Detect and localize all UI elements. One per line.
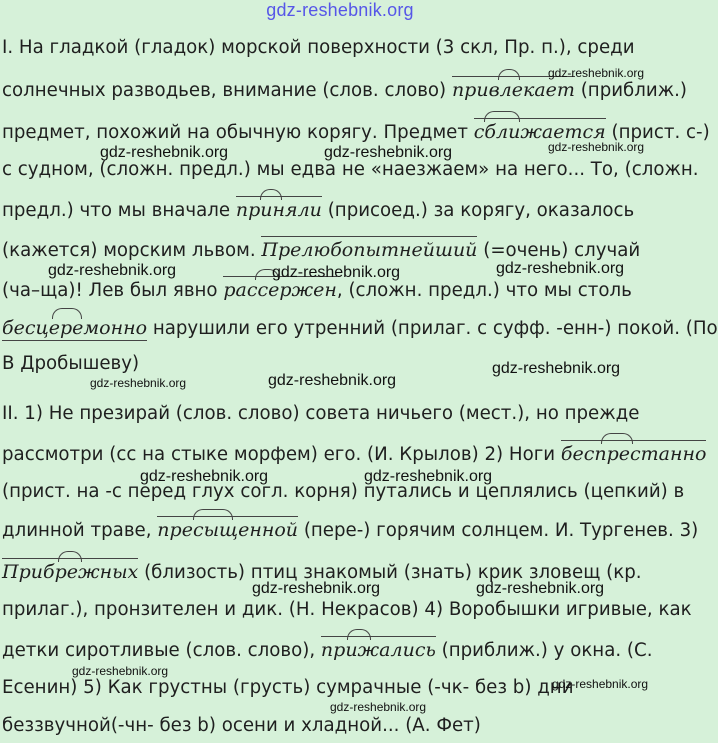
text-line-4: с судном, (сложн. предл.) мы едва не «наезжаем» на него... То, (сложн. [2, 159, 699, 180]
text-segment: (пере-) горячим солнцем. И. Тургенев. 3) [298, 520, 699, 541]
text-line-10: II. 1) Не презирай (слов. слово) совета ничьего (мест.), но прежде [2, 403, 640, 424]
watermark-text: gdz-reshebnik.org [552, 677, 649, 691]
watermark-text: gdz-reshebnik.org [90, 376, 187, 390]
text-line-5 [2, 196, 634, 223]
watermark-text: gdz-reshebnik.org [492, 360, 621, 377]
analyzed-word-rasserzhen: рассержен [223, 276, 337, 302]
text-segment: длинной траве, [2, 520, 158, 541]
watermark-text: gdz-reshebnik.org [140, 468, 269, 485]
text-line-6 [2, 236, 640, 263]
text-line-16 [2, 636, 652, 663]
text-segment: (кажется) морским львом. [2, 240, 262, 261]
watermark-text: gdz-reshebnik.org [100, 144, 229, 161]
analyzed-word-prinyali: приняли [236, 196, 322, 222]
text-segment: (=очень) случай [477, 240, 641, 261]
text-line-11 [2, 440, 706, 467]
watermark-text: gdz-reshebnik.org [324, 144, 453, 161]
analyzed-word-bestseremonno: бесцеремонно [2, 316, 147, 341]
text-segment: (присоед.) за корягу, оказалось [321, 200, 635, 221]
text-line-12: (прист. на -с перед глух согл. корня) путались и цеплялись (цепкий) в [2, 481, 685, 502]
text-line-18: беззвучной(-чн- без b) осени и хладной... (А. Фет) [2, 715, 481, 736]
watermark-text: gdz-reshebnik.org [268, 372, 397, 389]
watermark-text: gdz-reshebnik.org [548, 66, 645, 80]
text-segment: (приближ.) [574, 80, 687, 101]
text-segment: (близость) птиц знакомый (знать) крик зловещ (кр. [138, 562, 642, 583]
text-line-13 [2, 516, 698, 543]
watermark-text: gdz-reshebnik.org [330, 700, 427, 714]
watermark-text: gdz-reshebnik.org [252, 580, 381, 597]
text-segment: нарушили его утренний (прилаг. с суфф. -енн-) покой. (По [147, 318, 718, 339]
analyzed-word-sblizhaetsya: сближается [474, 118, 606, 144]
watermark-text: gdz-reshebnik.org [272, 264, 401, 281]
text-line-1: I. На гладкой (гладок) морской поверхности (3 скл, Пр. п.), среди [2, 37, 635, 58]
text-line-9: В Дробышеву) [2, 353, 140, 374]
text-segment: (приближ.) у окна. (С. [435, 640, 653, 661]
text-segment: солнечных разводьев, внимание (слов. слово) [2, 80, 452, 101]
text-line-17: Есенин) 5) Как грустны (грусть) сумрачные (-чк- без b) дни [2, 677, 574, 698]
analyzed-word-besprestanno: беспрестанно [561, 440, 707, 466]
text-segment: предл.) что мы вначале [2, 200, 236, 221]
text-line-2 [2, 76, 687, 103]
text-segment: (ча–ща)! Лев был явно [2, 280, 224, 301]
watermark-text: gdz-reshebnik.org [476, 580, 605, 597]
watermark-text: gdz-reshebnik.org [496, 260, 625, 277]
text-segment: рассмотри (сс на стыке морфем) его. (И. Крылов) 2) Ноги [2, 444, 561, 465]
text-segment: детки сиротливые (слов. слово), [2, 640, 321, 661]
text-segment: (прист. с-) [605, 122, 710, 143]
analyzed-word-presyshchennoy: пресыщенной [157, 516, 298, 542]
site-watermark-header: gdz-reshebnik.org [266, 0, 414, 20]
watermark-text: gdz-reshebnik.org [48, 262, 177, 279]
analyzed-word-pribrezhnykh: Прибрежных [2, 558, 138, 584]
watermark-text: gdz-reshebnik.org [548, 140, 645, 154]
analyzed-word-prelyubopytneyshiy: Прелюбопытнейший [261, 236, 477, 262]
text-line-8 [2, 316, 718, 341]
text-line-15: прилаг.), пронзителен и дик. (Н. Некрасов) 4) Воробышки игривые, как [2, 599, 692, 620]
text-segment: , (сложн. предл.) что мы столь [336, 280, 632, 301]
analyzed-word-prizhalis: прижались [321, 636, 436, 662]
analyzed-word-privlekaet: привлекает [452, 76, 575, 102]
text-segment: предмет, похожий на обычную корягу. Предмет [2, 122, 474, 143]
watermark-text: gdz-reshebnik.org [72, 664, 169, 678]
watermark-text: gdz-reshebnik.org [364, 468, 493, 485]
